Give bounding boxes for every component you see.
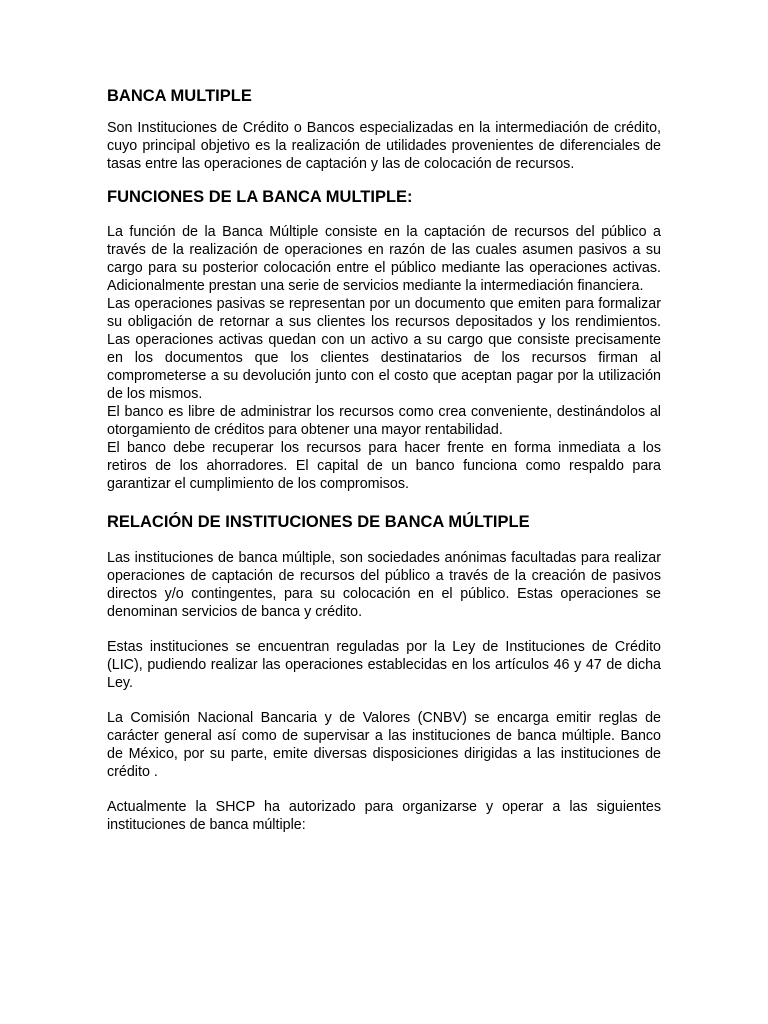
paragraph-funcion: La función de la Banca Múltiple consiste en la captación de recursos del público a través de la realización de operaciones en razón de las cuales asumen pasivos a su cargo para su posterior colocación entre el público mediante las operaciones activas. Adicionalmente prestan una serie de servicios mediante la intermediación financiera. (107, 224, 661, 294)
paragraph-operaciones-pasivas: Las operaciones pasivas se representan por un documento que emiten para formalizar su obligación de retornar a sus clientes los recursos depositados y los rendimientos. Las operaciones activas quedan con un activo a su cargo que consiste precisamente en los documentos que los clientes destinatarios de los recursos firman al comprometerse a su devolución junto con el costo que aceptan pagar por la utilización de los mismos. (107, 296, 661, 402)
paragraph-recuperacion: El banco debe recuperar los recursos para hacer frente en forma inmediata a los retiros de los ahorradores. El capital de un banco funciona como respaldo para garantizar el cumplimiento de los compromisos. (107, 440, 661, 492)
paragraph-sociedades: Las instituciones de banca múltiple, son sociedades anónimas facultadas para realizar operaciones de captación de recursos del público a través de la creación de pasivos directos y/o contingentes, para su colocación en el público. Estas operaciones se denominan servicios de banca y crédito. (107, 550, 661, 620)
paragraph-regulacion: Estas instituciones se encuentran reguladas por la Ley de Instituciones de Crédito (LIC), pudiendo realizar las operaciones establecidas en los artículos 46 y 47 de dicha Ley. (107, 639, 661, 691)
section-heading-relacion: RELACIÓN DE INSTITUCIONES DE BANCA MÚLTIPLE (107, 513, 530, 531)
document-page (107, 86, 661, 834)
paragraph-definition: Son Instituciones de Crédito o Bancos especializadas en la intermediación de crédito, cuyo principal objetivo es la realización de utilidades provenientes de diferenciales de tasas entre las operaciones de captación y las de colocación de recursos. (107, 120, 661, 172)
paragraph-shcp: Actualmente la SHCP ha autorizado para organizarse y operar a las siguientes instituciones de banca múltiple: (107, 799, 661, 833)
section-heading-funciones: FUNCIONES DE LA BANCA MULTIPLE: (107, 188, 413, 206)
section-heading-banca-multiple: BANCA MULTIPLE (107, 87, 252, 105)
paragraph-administracion: El banco es libre de administrar los recursos como crea conveniente, destinándolos al otorgamiento de créditos para obtener una mayor rentabilidad. (107, 404, 661, 438)
paragraph-cnbv: La Comisión Nacional Bancaria y de Valores (CNBV) se encarga emitir reglas de carácter general así como de supervisar a las instituciones de banca múltiple. Banco de México, por su parte, emite diversas disposiciones dirigidas a las instituciones de crédito . (107, 710, 661, 780)
